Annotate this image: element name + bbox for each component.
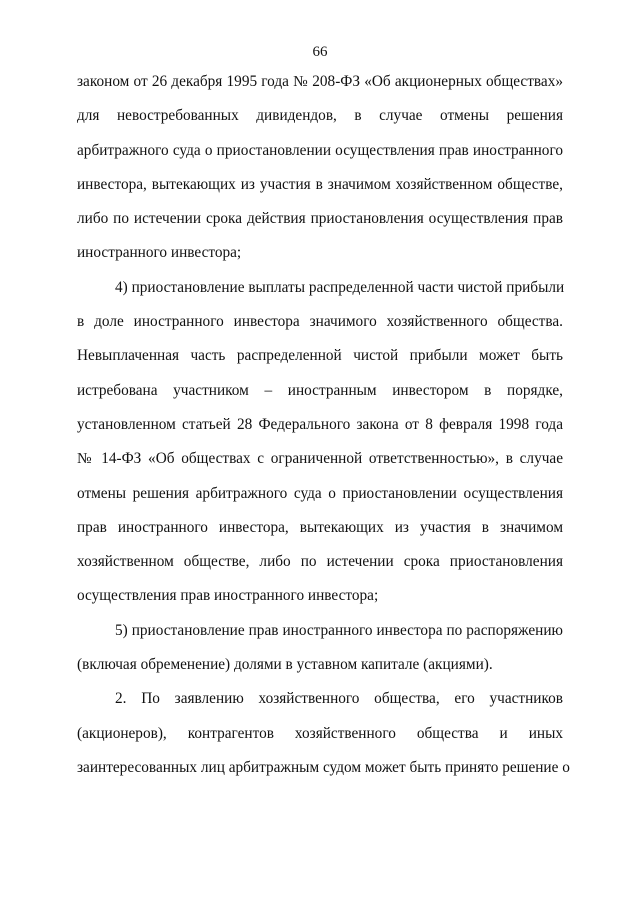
text-line: иностранного инвестора; bbox=[77, 244, 242, 262]
text-line: арбитражного суда о приостановлении осуществления прав иностранного bbox=[77, 141, 563, 159]
document-body bbox=[77, 65, 570, 785]
text-line: № 14-ФЗ «Об обществах с ограниченной ответственностью», в случае bbox=[77, 450, 563, 468]
text-line: (включая обременение) долями в уставном капитале (акциями). bbox=[77, 656, 493, 674]
text-line: 4) приостановление выплаты распределенной части чистой прибыли bbox=[115, 278, 565, 296]
text-line: хозяйственном обществе, либо по истечении срока приостановления bbox=[77, 553, 563, 571]
text-line: 2. По заявлению хозяйственного общества, его участников bbox=[115, 690, 563, 708]
text-line: отмены решения арбитражного суда о приостановлении осуществления bbox=[77, 484, 563, 502]
text-line: истребована участником – иностранным инвестором в порядке, bbox=[77, 381, 563, 399]
text-line: (акционеров), контрагентов хозяйственного общества и иных bbox=[77, 724, 563, 742]
text-line: для невостребованных дивидендов, в случае отмены решения bbox=[77, 107, 563, 125]
text-line: заинтересованных лиц арбитражным судом может быть принято решение о bbox=[77, 758, 570, 776]
text-line: инвестора, вытекающих из участия в значимом хозяйственном обществе, bbox=[77, 175, 563, 193]
text-line: прав иностранного инвестора, вытекающих из участия в значимом bbox=[77, 518, 563, 536]
text-line: в доле иностранного инвестора значимого хозяйственного общества. bbox=[77, 313, 563, 331]
text-line: 5) приостановление прав иностранного инвестора по распоряжению bbox=[115, 621, 563, 639]
page-number: 66 bbox=[312, 44, 328, 60]
text-line: законом от 26 декабря 1995 года № 208-ФЗ «Об акционерных обществах» bbox=[77, 73, 563, 90]
text-line: Невыплаченная часть распределенной чистой прибыли может быть bbox=[77, 347, 563, 365]
text-line: осуществления прав иностранного инвестора; bbox=[77, 587, 379, 605]
text-line: установленном статьей 28 Федерального закона от 8 февраля 1998 года bbox=[77, 415, 563, 433]
text-line: либо по истечении срока действия приостановления осуществления прав bbox=[77, 210, 563, 228]
